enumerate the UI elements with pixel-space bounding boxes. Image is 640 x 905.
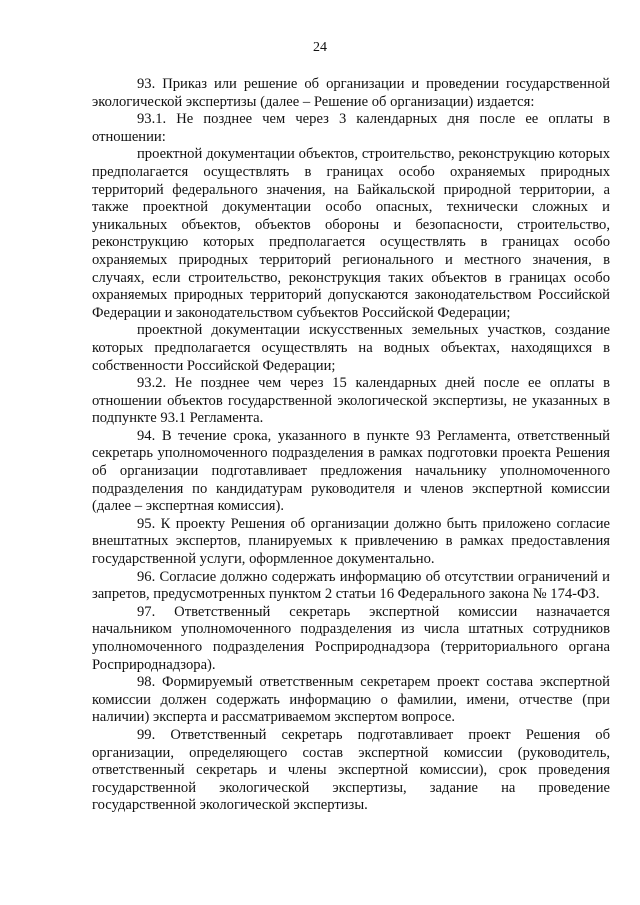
paragraph-93-1-item-2: проектной документации искусственных земельных участков, создание которых предполагается осуществлять на водных объектах, находящихся в собственности Российской Федерации; <box>92 322 610 374</box>
page-number: 24 <box>313 40 327 55</box>
paragraph-96: 96. Согласие должно содержать информацию об отсутствии ограничений и запретов, предусмотренных пунктом 2 статьи 16 Федерального закона № 174-ФЗ. <box>92 568 610 603</box>
paragraph-93: 93. Приказ или решение об организации и проведении государственной экологической экспертизы (далее – Решение об организации) издается: <box>92 76 610 110</box>
paragraph-95: 95. К проекту Решения об организации должно быть приложено согласие внештатных экспертов, планируемых к привлечению в рамках предоставления государственной услуги, оформленное документально. <box>92 515 610 568</box>
paragraph-93-1: 93.1. Не позднее чем через 3 календарных дня после ее оплаты в отношении: <box>92 111 610 145</box>
paragraph-97: 97. Ответственный секретарь экспертной комиссии назначается начальником уполномоченного подразделения из числа штатных сотрудников уполномоченного подразделения Росприроднадзора (территориального органа Росприроднадзора). <box>92 603 610 673</box>
paragraph-98: 98. Формируемый ответственным секретарем проект состава экспертной комиссии должен содержать информацию о фамилии, имени, отчестве (при наличии) эксперта и рассматриваемом экспертом вопросе. <box>92 674 610 726</box>
document-body <box>92 76 610 815</box>
paragraph-93-1-item-1: проектной документации объектов, строительство, реконструкцию которых предполагается осуществлять в границах особо охраняемых природных территорий федерального значения, на Байкальской природной территории, а также проектной документации особо опасных, технически сложных и уникальных объектов, объектов обороны и безопасности, строительство, реконструкцию которых предполагается осуществлять в границах особо охраняемых природных территорий регионального и местного значения, в случаях, если строительство, реконструкция таких объектов в границах особо охраняемых природных территорий допускаются законодательством Российской Федерации и законодательством субъектов Российской Федерации; <box>92 146 610 321</box>
paragraph-99: 99. Ответственный секретарь подготавливает проект Решения об организации, определяющего состав экспертной комиссии (руководитель, ответственный секретарь и члены экспертной комиссии), срок проведения государственной экологической экспертизы, задание на проведение государственной экологической экспертизы. <box>92 726 610 814</box>
paragraph-93-2: 93.2. Не позднее чем через 15 календарных дней после ее оплаты в отношении объектов государственной экологической экспертизы, не указанных в подпункте 93.1 Регламента. <box>92 375 610 427</box>
paragraph-94: 94. В течение срока, указанного в пункте 93 Регламента, ответственный секретарь уполномоченного подразделения в рамках подготовки проекта Решения об организации подготавливает предложения начальнику уполномоченного подразделения по кандидатурам руководителя и членов экспертной комиссии (далее – экспертная комиссия). <box>92 427 610 515</box>
